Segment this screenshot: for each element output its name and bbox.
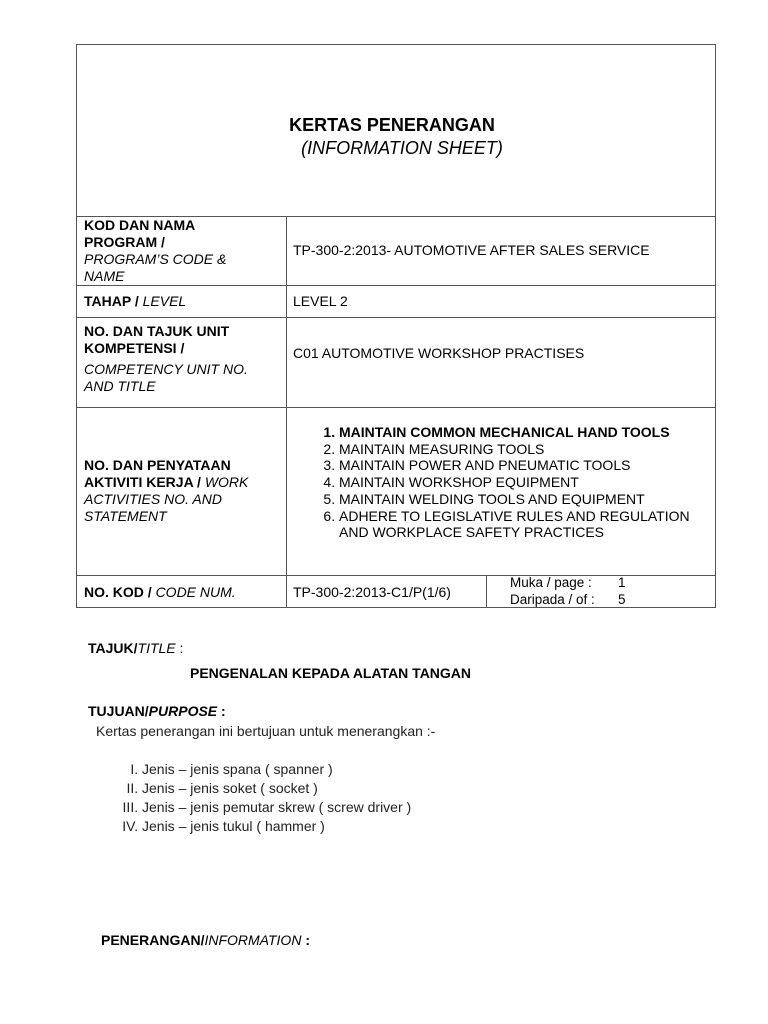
program-value: TP-300-2:2013- AUTOMOTIVE AFTER SALES SERVICE [293,242,650,258]
code-label: NO. KOD / CODE NUM. [84,584,236,600]
list-item: 3. MAINTAIN POWER AND PNEUMATIC TOOLS [339,457,719,474]
title-label: TAJUK/TITLE : [88,640,184,656]
list-item: 4. MAINTAIN WORKSHOP EQUIPMENT [339,474,719,491]
purpose-text: Kertas penerangan ini bertujuan untuk menerangkan :- [96,723,436,739]
page-total: 5 [618,591,626,607]
list-item: III. Jenis – jenis pemutar skrew ( screw driver ) [142,798,411,817]
level-value: LEVEL 2 [293,293,348,309]
row-divider [77,317,715,318]
row-divider [77,285,715,286]
list-item: 1. MAINTAIN COMMON MECHANICAL HAND TOOLS [339,424,719,441]
row-divider [77,407,715,408]
list-item: 5. MAINTAIN WELDING TOOLS AND EQUIPMENT [339,491,719,508]
purpose-list [88,760,411,836]
list-item: II. Jenis – jenis soket ( socket ) [142,779,411,798]
topic-title: PENGENALAN KEPADA ALATAN TANGAN [190,665,472,681]
unit-label: NO. DAN TAJUK UNIT KOMPETENSI / COMPETENCY UNIT NO. AND TITLE [84,323,248,394]
document-title: KERTAS PENERANGAN [289,115,495,135]
column-divider [486,575,487,608]
list-item: 6. ADHERE TO LEGISLATIVE RULES AND REGULATION AND WORKPLACE SAFETY PRACTICES [339,508,719,541]
column-divider [286,216,287,608]
unit-value: C01 AUTOMOTIVE WORKSHOP PRACTISES [293,345,585,361]
activities-label: NO. DAN PENYATAAN AKTIVITI KERJA / WORK ACTIVITIES NO. AND STATEMENT [84,457,249,524]
program-label: KOD DAN NAMA PROGRAM / PROGRAM’S CODE & NAME [84,217,227,284]
header-table [76,44,716,608]
list-item: I. Jenis – jenis spana ( spanner ) [142,760,411,779]
document-subtitle: (INFORMATION SHEET) [301,138,503,158]
page-number: 1 [618,575,626,590]
code-value: TP-300-2:2013-C1/P(1/6) [293,584,451,600]
level-label: TAHAP / LEVEL [84,293,187,309]
activities-list [299,424,719,541]
purpose-label: TUJUAN/PURPOSE : [88,703,226,719]
list-item: IV. Jenis – jenis tukul ( hammer ) [142,817,411,836]
page-info: Muka / page : 1 Daripada / of : 5 [510,575,626,607]
list-item: 2. MAINTAIN MEASURING TOOLS [339,441,719,458]
information-label: PENERANGAN/INFORMATION : [101,932,310,948]
